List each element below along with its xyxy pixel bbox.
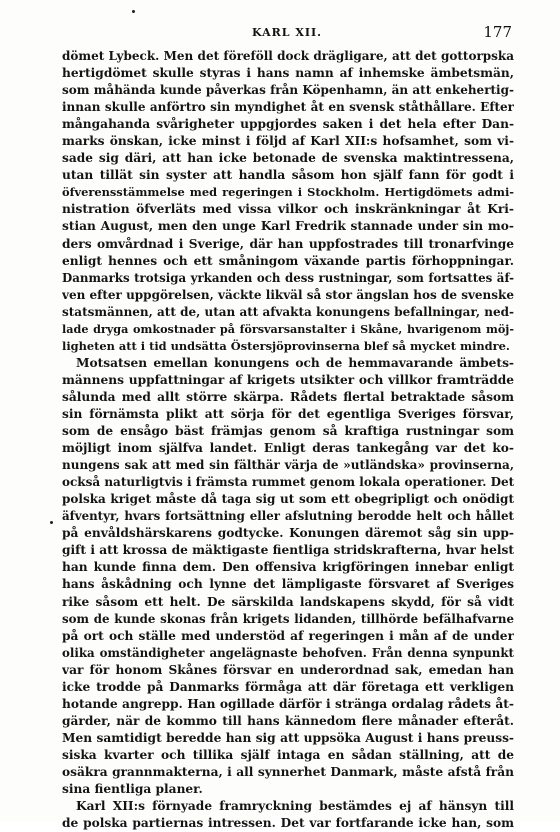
text-line: gift i att krossa de mäktigaste fientliga stridskrafterna, hvar helst: [62, 543, 514, 558]
text-line: äfventyr, hvars fortsättning eller afslutning berodde helt och hållet: [62, 509, 514, 524]
text-line: på envåldshärskarens godtycke. Konungen däremot såg sin upp-: [62, 526, 514, 541]
text-line: olika omständigheter angelägnaste behofven. Från denna synpunkt: [62, 645, 514, 660]
text-line: öfverensstämmelse med regeringen i Stockholm. Hertigdömets admi-: [62, 185, 514, 200]
text-line: var för honom Skånes försvar en underordnad sak, emedan han: [62, 662, 514, 677]
text-line: sina fientliga planer.: [62, 782, 203, 797]
text-line: hertigdömet skulle styras i hans namn af inhemske ämbetsmän,: [62, 66, 514, 81]
body-text: [62, 48, 514, 832]
page-number: 177: [483, 23, 512, 41]
text-line: mångahanda svårigheter uppgjordes saken i det hela efter Dan-: [62, 117, 514, 132]
text-line: stian August, men den unge Karl Fredrik stannade under sin mo-: [62, 219, 514, 234]
text-line: utan tillät sin syster att handla såsom hon själf fann för godt i: [62, 168, 514, 183]
text-line: männens uppfattningar af krigets utsikter och villkor framträdde: [62, 372, 514, 387]
text-line: han kunde finna dem. Den offensiva krigföringen innebar enligt: [62, 560, 514, 575]
text-line: dömet Lybeck. Men det föreföll dock drägligare, att det gottorpska: [62, 49, 514, 63]
text-line: på ort och ställe med understöd af regeringen i mån af de under: [62, 628, 514, 643]
text-line: osäkra grannmakterna, i all synnerhet Danmark, måste afstå från: [62, 764, 514, 779]
scan-speck: [50, 521, 53, 524]
text-line: statsmännen, att de, utan att afvakta konungens befallningar, ned-: [62, 304, 514, 319]
text-line: ders omvårdnad i Sverige, där han uppfostrades till tronarfvinge: [62, 236, 514, 251]
text-line: sade sig däri, att han icke betonade de svenska maktintressena,: [62, 151, 514, 166]
text-line: de polska partiernas intressen. Det var fortfarande icke han, som: [62, 816, 514, 831]
scan-speck: [132, 10, 135, 13]
text-line: ven efter uppgörelsen, väckte likväl så stor ängslan hos de svenske: [62, 287, 514, 302]
text-line: sin förnämsta plikt att sörja för det egentliga Sveriges försvar,: [62, 406, 514, 421]
text-line: rike såsom ett helt. De särskilda landskapens skydd, för så vidt: [62, 594, 514, 609]
text-line: nungens sak att med sin fälthär värja de »utländska» provinserna,: [62, 458, 514, 473]
text-line: lade dryga omkostnader på försvarsanstalter i Skåne, hvarigenom möj-: [62, 321, 514, 336]
text-line: möjligt inom själfva landet. Enligt deras tankegång var det ko-: [62, 441, 514, 456]
text-line: Danmarks trotsiga yrkanden och dess rustningar, som fortsattes äf-: [62, 270, 514, 285]
text-line: som de ensågo bäst främjas genom så kraftiga rustningar som: [62, 424, 514, 439]
text-line: siska kvarter och tillika själf intaga en sådan ställning, att de: [62, 747, 514, 762]
text-line: Men samtidigt beredde han sig att uppsöka August i hans preuss-: [62, 730, 514, 745]
text-line: marks önskan, icke minst i följd af Karl XII:s hofsamhet, som vi-: [62, 134, 514, 149]
text-line: Karl XII:s förnyade framryckning bestämdes ej af hänsyn till: [76, 799, 514, 814]
text-line: hotande angrepp. Han ogillade därför i stränga ordalag rådets åt-: [62, 696, 514, 711]
text-line: hans åskådning och lynne det lämpligaste försvaret af Sveriges: [62, 577, 514, 592]
text-line: nistration öfverläts med vissa vilkor och inskränkningar åt Kri-: [62, 202, 514, 217]
text-line: sålunda med allt större skärpa. Rådets flertal betraktade såsom: [62, 389, 514, 404]
text-line: som måhända kunde påverkas från Köpenhamn, än att enkehertig-: [62, 83, 514, 98]
text-line: som de kunde skonas från krigets lidanden, tillhörde befälhafvarne: [62, 611, 514, 626]
page-header: [62, 22, 512, 42]
text-line: ligheten att i tid undsätta Östersjöprovinserna blef så mycket mindre.: [62, 338, 510, 353]
text-line: Motsatsen emellan konungens och de hemmavarande ämbets-: [76, 355, 514, 370]
text-line: innan skulle anförtro sin myndighet åt en svensk ståthållare. Efter: [62, 100, 514, 115]
text-line: gärder, när de kommo till hans kännedom flere månader efteråt.: [62, 713, 514, 728]
text-line: icke trodde på Danmarks förmåga att där företaga ett verkligen: [62, 679, 514, 694]
text-line: polska kriget måste då taga sig ut som ett obegripligt och onödigt: [62, 492, 514, 507]
text-line: enligt hennes och ett småningom växande partis förhoppningar.: [62, 253, 514, 268]
text-line: också naturligtvis i främsta rummet genom lokala operationer. Det: [62, 475, 514, 490]
running-head: KARL XII.: [251, 26, 322, 39]
